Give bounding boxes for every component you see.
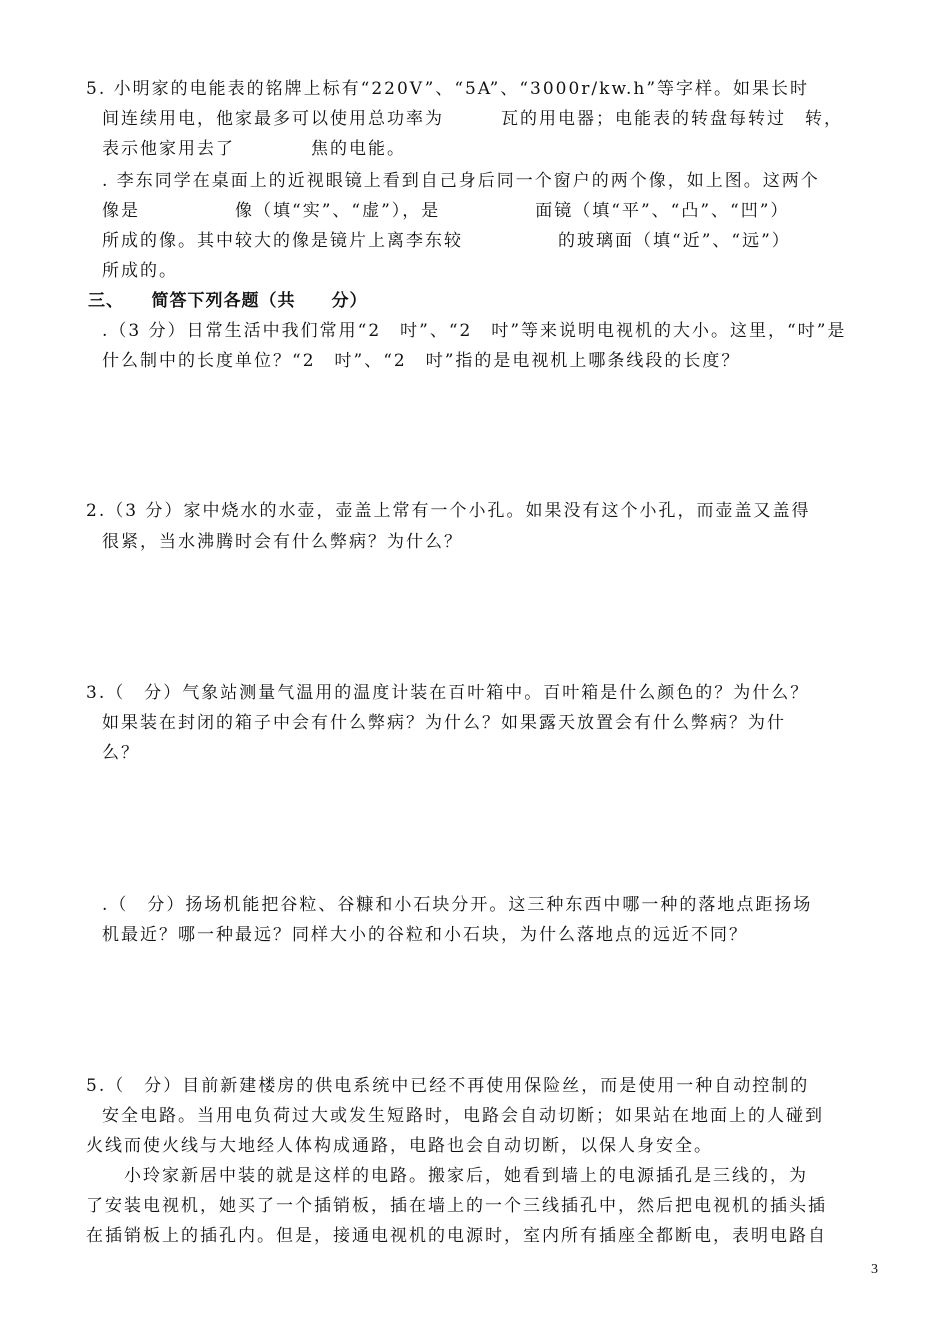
- fill-q6-line4: 所成的。: [102, 261, 178, 281]
- q2-line2: 很紧，当水沸腾时会有什么弊病？为什么？: [102, 532, 463, 552]
- q5-line3: 火线而使火线与大地经人体构成通路，电路也会自动切断，以保人身安全。: [86, 1136, 713, 1156]
- fill-q6-line2: 像是 像（填“实”、“虚”），是 面镜（填“平”、“凸”、“凹”）: [102, 201, 790, 221]
- fill-q5-line3: 表示他家用去了 焦的电能。: [102, 139, 406, 159]
- fill-q6-line1: . 李东同学在桌面上的近视眼镜上看到自己身后同一个窗户的两个像，如上图。这两个: [102, 171, 820, 191]
- q5-line4: 小玲家新居中装的就是这样的电路。搬家后，她看到墙上的电源插孔是三线的，为: [124, 1166, 808, 1186]
- q5-line6: 在插销板上的插孔内。但是，接通电视机的电源时，室内所有插座全都断电，表明电路自: [86, 1226, 827, 1246]
- fill-q5-line2: 间连续用电，他家最多可以使用总功率为 瓦的用电器；电能表的转盘每转过 转，: [102, 109, 843, 129]
- q5-line2: 安全电路。当用电负荷过大或发生短路时，电路会自动切断；如果站在地面上的人碰到: [102, 1106, 824, 1126]
- q1-line2: 什么制中的长度单位？“2 吋”、“2 吋”指的是电视机上哪条线段的长度？: [102, 351, 741, 371]
- fill-q6-line3: 所成的像。其中较大的像是镜片上离李东较 的玻璃面（填“近”、“远”）: [102, 231, 791, 251]
- q3-line1: 3.（ 分）气象站测量气温用的温度计装在百叶箱中。百叶箱是什么颜色的？为什么？: [86, 683, 810, 703]
- q1-line1: .（3 分）日常生活中我们常用“2 吋”、“2 吋”等来说明电视机的大小。这里，“吋”是: [102, 321, 847, 341]
- q5-line5: 了安装电视机，她买了一个插销板，插在墙上的一个三线插孔中，然后把电视机的插头插: [86, 1196, 827, 1216]
- q3-line2: 如果装在封闭的箱子中会有什么弊病？为什么？如果露天放置会有什么弊病？为什: [102, 713, 786, 733]
- q3-line3: 么？: [102, 743, 140, 763]
- page-number: 3: [871, 1262, 878, 1277]
- q5-line1: 5.（ 分）目前新建楼房的供电系统中已经不再使用保险丝，而是使用一种自动控制的: [86, 1076, 810, 1096]
- q4-line1: .（ 分）扬场机能把谷粒、谷糠和小石块分开。这三种东西中哪一种的落地点距扬场: [102, 895, 813, 915]
- fill-q5-line1: 5. 小明家的电能表的铭牌上标有“220V”、“5A”、“3000r/kw.h”等字样。如果长时: [86, 79, 810, 99]
- q2-line1: 2.（3 分）家中烧水的水壶，壶盖上常有一个小孔。如果没有这个小孔，而壶盖又盖得: [86, 501, 811, 521]
- q4-line2: 机最近？哪一种最远？同样大小的谷粒和小石块，为什么落地点的远近不同？: [102, 925, 748, 945]
- section-heading: 三、 简答下列各题（共 分）: [88, 291, 368, 311]
